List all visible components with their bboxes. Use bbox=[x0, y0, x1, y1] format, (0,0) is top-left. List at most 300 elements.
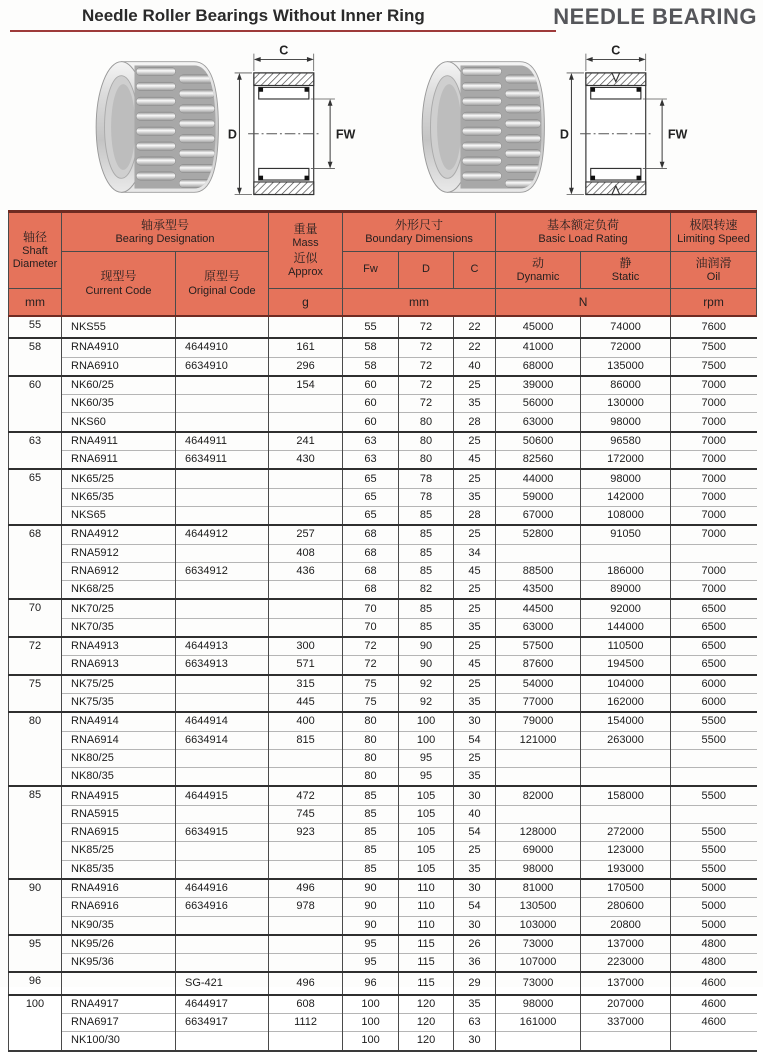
col-header-original-code: 原型号 Original Code bbox=[176, 252, 269, 317]
fw-cell: 85 bbox=[343, 842, 399, 860]
fw-cell: 60 bbox=[343, 413, 399, 432]
d-cell: 110 bbox=[399, 879, 454, 898]
fw-cell: 70 bbox=[343, 599, 399, 618]
fw-cell: 80 bbox=[343, 768, 399, 787]
static-load-cell bbox=[581, 805, 671, 823]
mass-cell bbox=[269, 935, 343, 954]
mass-cell bbox=[269, 413, 343, 432]
c-cell: 45 bbox=[454, 562, 496, 580]
current-code-cell: RNA6915 bbox=[62, 824, 176, 842]
limiting-speed-cell: 7500 bbox=[671, 357, 757, 376]
fw-cell: 90 bbox=[343, 879, 399, 898]
static-load-cell: 98000 bbox=[581, 469, 671, 488]
table-row bbox=[9, 581, 757, 600]
current-code-cell: RNA4915 bbox=[62, 786, 176, 805]
static-load-cell: 92000 bbox=[581, 599, 671, 618]
limiting-speed-cell: 7000 bbox=[671, 488, 757, 506]
dynamic-load-cell: 98000 bbox=[496, 995, 581, 1014]
fw-cell: 96 bbox=[343, 972, 399, 994]
original-code-cell: 4644913 bbox=[176, 637, 269, 656]
limiting-speed-cell: 7000 bbox=[671, 413, 757, 432]
d-cell: 78 bbox=[399, 488, 454, 506]
dynamic-load-cell: 54000 bbox=[496, 675, 581, 694]
unit-load-n: N bbox=[496, 289, 671, 317]
current-code-cell: NK95/26 bbox=[62, 935, 176, 954]
c-cell: 30 bbox=[454, 916, 496, 935]
original-code-cell bbox=[176, 954, 269, 973]
original-code-cell bbox=[176, 749, 269, 767]
d-cell: 85 bbox=[399, 525, 454, 544]
original-code-cell: 4644917 bbox=[176, 995, 269, 1014]
original-code-cell: 6634912 bbox=[176, 562, 269, 580]
mass-cell: 161 bbox=[269, 338, 343, 357]
unit-shaft-mm: mm bbox=[9, 289, 62, 317]
dynamic-load-cell: 107000 bbox=[496, 954, 581, 973]
d-cell: 115 bbox=[399, 954, 454, 973]
table-row bbox=[9, 1013, 757, 1031]
col-header-bearing-designation: 轴承型号 Bearing Designation bbox=[62, 212, 269, 252]
current-code-cell: NK85/35 bbox=[62, 860, 176, 879]
original-code-cell bbox=[176, 935, 269, 954]
table-row bbox=[9, 338, 757, 357]
bearing-spec-table bbox=[8, 210, 757, 1052]
d-cell: 95 bbox=[399, 768, 454, 787]
dynamic-load-cell: 103000 bbox=[496, 916, 581, 935]
shaft-diameter-cell: 95 bbox=[9, 935, 62, 973]
col-header-static: 静 Static bbox=[581, 252, 671, 289]
col-header-dynamic: 动 Dynamic bbox=[496, 252, 581, 289]
mass-cell: 923 bbox=[269, 824, 343, 842]
current-code-cell: RNA6917 bbox=[62, 1013, 176, 1031]
current-code-cell: NKS60 bbox=[62, 413, 176, 432]
current-code-cell: NKS55 bbox=[62, 316, 176, 338]
c-cell: 36 bbox=[454, 954, 496, 973]
shaft-diameter-cell: 55 bbox=[9, 316, 62, 338]
d-cell: 72 bbox=[399, 316, 454, 338]
dynamic-load-cell: 128000 bbox=[496, 824, 581, 842]
dynamic-load-cell: 87600 bbox=[496, 656, 581, 675]
c-cell: 35 bbox=[454, 618, 496, 637]
dynamic-load-cell: 82560 bbox=[496, 451, 581, 470]
dynamic-load-cell: 73000 bbox=[496, 935, 581, 954]
shaft-diameter-cell: 58 bbox=[9, 338, 62, 376]
original-code-cell bbox=[176, 376, 269, 395]
current-code-cell: NK80/35 bbox=[62, 768, 176, 787]
dynamic-load-cell: 98000 bbox=[496, 860, 581, 879]
dynamic-load-cell: 77000 bbox=[496, 693, 581, 712]
dynamic-load-cell: 68000 bbox=[496, 357, 581, 376]
shaft-diameter-cell: 68 bbox=[9, 525, 62, 599]
col-header-shaft-diameter: 轴径 Shaft Diameter bbox=[9, 212, 62, 289]
limiting-speed-cell: 6500 bbox=[671, 599, 757, 618]
original-code-cell: 6634915 bbox=[176, 824, 269, 842]
original-code-cell bbox=[176, 316, 269, 338]
c-cell: 35 bbox=[454, 995, 496, 1014]
shaft-diameter-cell: 100 bbox=[9, 995, 62, 1051]
fw-cell: 95 bbox=[343, 935, 399, 954]
unit-speed-rpm: rpm bbox=[671, 289, 757, 317]
d-cell: 85 bbox=[399, 506, 454, 525]
shaft-diameter-cell: 65 bbox=[9, 469, 62, 525]
dynamic-load-cell bbox=[496, 544, 581, 562]
table-row bbox=[9, 618, 757, 637]
static-load-cell: 223000 bbox=[581, 954, 671, 973]
limiting-speed-cell bbox=[671, 805, 757, 823]
mass-cell: 745 bbox=[269, 805, 343, 823]
table-row bbox=[9, 413, 757, 432]
table-row bbox=[9, 432, 757, 451]
table-row bbox=[9, 316, 757, 338]
c-cell: 35 bbox=[454, 860, 496, 879]
original-code-cell: 6634914 bbox=[176, 731, 269, 749]
c-cell: 29 bbox=[454, 972, 496, 994]
fw-cell: 90 bbox=[343, 916, 399, 935]
static-load-cell: 86000 bbox=[581, 376, 671, 395]
needle-bearing-photo-right bbox=[410, 48, 550, 206]
mass-cell: 241 bbox=[269, 432, 343, 451]
current-code-cell: RNA4910 bbox=[62, 338, 176, 357]
static-load-cell: 135000 bbox=[581, 357, 671, 376]
dynamic-load-cell: 67000 bbox=[496, 506, 581, 525]
current-code-cell: NKS65 bbox=[62, 506, 176, 525]
dynamic-load-cell: 130500 bbox=[496, 898, 581, 916]
c-cell: 26 bbox=[454, 935, 496, 954]
c-cell: 54 bbox=[454, 731, 496, 749]
c-cell: 25 bbox=[454, 599, 496, 618]
c-cell: 45 bbox=[454, 451, 496, 470]
limiting-speed-cell: 6000 bbox=[671, 675, 757, 694]
mass-cell bbox=[269, 768, 343, 787]
current-code-cell: RNA6914 bbox=[62, 731, 176, 749]
dynamic-load-cell: 81000 bbox=[496, 879, 581, 898]
c-cell: 63 bbox=[454, 1013, 496, 1031]
dynamic-load-cell: 43500 bbox=[496, 581, 581, 600]
fw-cell: 75 bbox=[343, 693, 399, 712]
c-cell: 25 bbox=[454, 469, 496, 488]
fw-cell: 68 bbox=[343, 581, 399, 600]
limiting-speed-cell: 7000 bbox=[671, 469, 757, 488]
col-header-fw: Fw bbox=[343, 252, 399, 289]
unit-mass-g: g bbox=[269, 289, 343, 317]
d-cell: 110 bbox=[399, 898, 454, 916]
col-header-c: C bbox=[454, 252, 496, 289]
d-cell: 72 bbox=[399, 338, 454, 357]
c-cell: 40 bbox=[454, 805, 496, 823]
d-cell: 120 bbox=[399, 1013, 454, 1031]
limiting-speed-cell: 5000 bbox=[671, 898, 757, 916]
fw-cell: 80 bbox=[343, 731, 399, 749]
fw-cell: 58 bbox=[343, 357, 399, 376]
brand-title: NEEDLE BEARING bbox=[553, 4, 757, 29]
unit-boundary-mm: mm bbox=[343, 289, 496, 317]
table-row bbox=[9, 916, 757, 935]
current-code-cell: NK60/25 bbox=[62, 376, 176, 395]
c-cell: 54 bbox=[454, 898, 496, 916]
current-code-cell: RNA4911 bbox=[62, 432, 176, 451]
static-load-cell: 130000 bbox=[581, 395, 671, 413]
current-code-cell: RNA6912 bbox=[62, 562, 176, 580]
d-cell: 80 bbox=[399, 451, 454, 470]
c-cell: 54 bbox=[454, 824, 496, 842]
static-load-cell: 207000 bbox=[581, 995, 671, 1014]
fw-cell: 100 bbox=[343, 1013, 399, 1031]
dynamic-load-cell: 82000 bbox=[496, 786, 581, 805]
current-code-cell: RNA4913 bbox=[62, 637, 176, 656]
static-load-cell: 123000 bbox=[581, 842, 671, 860]
dimension-label-c: C bbox=[279, 43, 289, 58]
dynamic-load-cell: 52800 bbox=[496, 525, 581, 544]
fw-cell: 65 bbox=[343, 488, 399, 506]
static-load-cell: 280600 bbox=[581, 898, 671, 916]
dynamic-load-cell: 45000 bbox=[496, 316, 581, 338]
limiting-speed-cell: 4600 bbox=[671, 1013, 757, 1031]
static-load-cell: 110500 bbox=[581, 637, 671, 656]
mass-cell bbox=[269, 395, 343, 413]
mass-cell bbox=[269, 316, 343, 338]
limiting-speed-cell bbox=[671, 544, 757, 562]
mass-cell: 408 bbox=[269, 544, 343, 562]
d-cell: 100 bbox=[399, 712, 454, 731]
c-cell: 25 bbox=[454, 637, 496, 656]
table-row bbox=[9, 860, 757, 879]
fw-cell: 90 bbox=[343, 898, 399, 916]
d-cell: 82 bbox=[399, 581, 454, 600]
limiting-speed-cell: 6500 bbox=[671, 637, 757, 656]
fw-cell: 72 bbox=[343, 656, 399, 675]
static-load-cell: 194500 bbox=[581, 656, 671, 675]
mass-cell bbox=[269, 506, 343, 525]
d-cell: 115 bbox=[399, 972, 454, 994]
cross-section-diagram-left bbox=[226, 44, 358, 208]
static-load-cell: 108000 bbox=[581, 506, 671, 525]
c-cell: 30 bbox=[454, 1032, 496, 1051]
c-cell: 28 bbox=[454, 413, 496, 432]
dimension-label-d: D bbox=[227, 127, 237, 142]
mass-cell: 472 bbox=[269, 786, 343, 805]
static-load-cell: 272000 bbox=[581, 824, 671, 842]
current-code-cell: NK80/25 bbox=[62, 749, 176, 767]
d-cell: 92 bbox=[399, 693, 454, 712]
table-row bbox=[9, 749, 757, 767]
table-row bbox=[9, 357, 757, 376]
original-code-cell: 6634916 bbox=[176, 898, 269, 916]
current-code-cell: NK70/25 bbox=[62, 599, 176, 618]
c-cell: 25 bbox=[454, 376, 496, 395]
limiting-speed-cell: 6500 bbox=[671, 618, 757, 637]
table-row bbox=[9, 824, 757, 842]
mass-cell: 1112 bbox=[269, 1013, 343, 1031]
d-cell: 72 bbox=[399, 376, 454, 395]
c-cell: 40 bbox=[454, 357, 496, 376]
table-body bbox=[9, 316, 757, 1051]
d-cell: 85 bbox=[399, 562, 454, 580]
d-cell: 90 bbox=[399, 637, 454, 656]
dynamic-load-cell: 56000 bbox=[496, 395, 581, 413]
fw-cell: 58 bbox=[343, 338, 399, 357]
fw-cell: 60 bbox=[343, 376, 399, 395]
table-row bbox=[9, 712, 757, 731]
limiting-speed-cell: 5500 bbox=[671, 712, 757, 731]
d-cell: 80 bbox=[399, 432, 454, 451]
d-cell: 92 bbox=[399, 675, 454, 694]
limiting-speed-cell: 6500 bbox=[671, 656, 757, 675]
shaft-diameter-cell: 96 bbox=[9, 972, 62, 994]
mass-cell bbox=[269, 599, 343, 618]
fw-cell: 60 bbox=[343, 395, 399, 413]
table-row bbox=[9, 805, 757, 823]
dynamic-load-cell: 50600 bbox=[496, 432, 581, 451]
static-load-cell: 172000 bbox=[581, 451, 671, 470]
c-cell: 35 bbox=[454, 693, 496, 712]
mass-cell: 154 bbox=[269, 376, 343, 395]
table-row bbox=[9, 376, 757, 395]
c-cell: 25 bbox=[454, 432, 496, 451]
dimension-label-c: C bbox=[611, 43, 621, 58]
current-code-cell: RNA6911 bbox=[62, 451, 176, 470]
static-load-cell: 162000 bbox=[581, 693, 671, 712]
static-load-cell: 20800 bbox=[581, 916, 671, 935]
dynamic-load-cell: 63000 bbox=[496, 413, 581, 432]
fw-cell: 68 bbox=[343, 525, 399, 544]
static-load-cell: 337000 bbox=[581, 1013, 671, 1031]
page-title: Needle Roller Bearings Without Inner Ring bbox=[82, 6, 425, 25]
d-cell: 90 bbox=[399, 656, 454, 675]
mass-cell: 815 bbox=[269, 731, 343, 749]
d-cell: 95 bbox=[399, 749, 454, 767]
mass-cell: 571 bbox=[269, 656, 343, 675]
d-cell: 105 bbox=[399, 786, 454, 805]
current-code-cell: RNA4912 bbox=[62, 525, 176, 544]
mass-cell: 400 bbox=[269, 712, 343, 731]
fw-cell: 70 bbox=[343, 618, 399, 637]
fw-cell: 100 bbox=[343, 1032, 399, 1051]
col-header-d: D bbox=[399, 252, 454, 289]
limiting-speed-cell: 4800 bbox=[671, 954, 757, 973]
original-code-cell: 4644915 bbox=[176, 786, 269, 805]
table-row bbox=[9, 1032, 757, 1051]
static-load-cell: 158000 bbox=[581, 786, 671, 805]
shaft-diameter-cell: 63 bbox=[9, 432, 62, 470]
table-row bbox=[9, 731, 757, 749]
col-header-mass: 重量 Mass 近似 Approx bbox=[269, 212, 343, 289]
static-load-cell: 72000 bbox=[581, 338, 671, 357]
mass-cell: 978 bbox=[269, 898, 343, 916]
table-row bbox=[9, 995, 757, 1014]
d-cell: 120 bbox=[399, 1032, 454, 1051]
mass-cell: 296 bbox=[269, 357, 343, 376]
mass-cell: 445 bbox=[269, 693, 343, 712]
fw-cell: 85 bbox=[343, 824, 399, 842]
d-cell: 115 bbox=[399, 935, 454, 954]
limiting-speed-cell: 7000 bbox=[671, 525, 757, 544]
fw-cell: 95 bbox=[343, 954, 399, 973]
dynamic-load-cell: 44500 bbox=[496, 599, 581, 618]
limiting-speed-cell: 5500 bbox=[671, 842, 757, 860]
limiting-speed-cell: 4600 bbox=[671, 972, 757, 994]
mass-cell bbox=[269, 954, 343, 973]
table-row bbox=[9, 637, 757, 656]
limiting-speed-cell: 5500 bbox=[671, 786, 757, 805]
limiting-speed-cell: 5500 bbox=[671, 731, 757, 749]
original-code-cell bbox=[176, 860, 269, 879]
limiting-speed-cell: 7000 bbox=[671, 395, 757, 413]
d-cell: 100 bbox=[399, 731, 454, 749]
limiting-speed-cell: 7000 bbox=[671, 581, 757, 600]
dynamic-load-cell bbox=[496, 805, 581, 823]
table-row bbox=[9, 972, 757, 994]
limiting-speed-cell: 5500 bbox=[671, 824, 757, 842]
mass-cell bbox=[269, 618, 343, 637]
current-code-cell: NK90/35 bbox=[62, 916, 176, 935]
table-row bbox=[9, 395, 757, 413]
col-header-limiting-speed: 极限转速 Limiting Speed bbox=[671, 212, 757, 252]
c-cell: 35 bbox=[454, 395, 496, 413]
static-load-cell bbox=[581, 749, 671, 767]
c-cell: 34 bbox=[454, 544, 496, 562]
limiting-speed-cell: 5500 bbox=[671, 860, 757, 879]
current-code-cell: NK75/35 bbox=[62, 693, 176, 712]
static-load-cell: 263000 bbox=[581, 731, 671, 749]
dynamic-load-cell: 79000 bbox=[496, 712, 581, 731]
d-cell: 120 bbox=[399, 995, 454, 1014]
mass-cell bbox=[269, 469, 343, 488]
limiting-speed-cell: 7000 bbox=[671, 451, 757, 470]
original-code-cell: 4644912 bbox=[176, 525, 269, 544]
original-code-cell: 4644911 bbox=[176, 432, 269, 451]
d-cell: 72 bbox=[399, 357, 454, 376]
dynamic-load-cell bbox=[496, 768, 581, 787]
c-cell: 35 bbox=[454, 488, 496, 506]
fw-cell: 55 bbox=[343, 316, 399, 338]
fw-cell: 68 bbox=[343, 544, 399, 562]
d-cell: 85 bbox=[399, 599, 454, 618]
static-load-cell: 186000 bbox=[581, 562, 671, 580]
static-load-cell: 193000 bbox=[581, 860, 671, 879]
original-code-cell bbox=[176, 413, 269, 432]
c-cell: 28 bbox=[454, 506, 496, 525]
limiting-speed-cell: 7000 bbox=[671, 376, 757, 395]
static-load-cell: 137000 bbox=[581, 972, 671, 994]
static-load-cell: 142000 bbox=[581, 488, 671, 506]
static-load-cell bbox=[581, 1032, 671, 1051]
static-load-cell: 170500 bbox=[581, 879, 671, 898]
static-load-cell: 144000 bbox=[581, 618, 671, 637]
fw-cell: 80 bbox=[343, 749, 399, 767]
shaft-diameter-cell: 72 bbox=[9, 637, 62, 675]
current-code-cell: RNA6916 bbox=[62, 898, 176, 916]
dynamic-load-cell: 63000 bbox=[496, 618, 581, 637]
title-underline bbox=[10, 30, 556, 32]
original-code-cell: 4644910 bbox=[176, 338, 269, 357]
static-load-cell: 154000 bbox=[581, 712, 671, 731]
dynamic-load-cell: 121000 bbox=[496, 731, 581, 749]
fw-cell: 80 bbox=[343, 712, 399, 731]
static-load-cell: 91050 bbox=[581, 525, 671, 544]
mass-cell bbox=[269, 581, 343, 600]
limiting-speed-cell: 7500 bbox=[671, 338, 757, 357]
d-cell: 85 bbox=[399, 544, 454, 562]
table-row bbox=[9, 693, 757, 712]
c-cell: 25 bbox=[454, 675, 496, 694]
d-cell: 80 bbox=[399, 413, 454, 432]
static-load-cell: 137000 bbox=[581, 935, 671, 954]
cross-section-diagram-right bbox=[558, 44, 690, 208]
dynamic-load-cell: 59000 bbox=[496, 488, 581, 506]
original-code-cell bbox=[176, 805, 269, 823]
col-header-oil: 油润滑 Oil bbox=[671, 252, 757, 289]
dynamic-load-cell: 161000 bbox=[496, 1013, 581, 1031]
mass-cell: 608 bbox=[269, 995, 343, 1014]
